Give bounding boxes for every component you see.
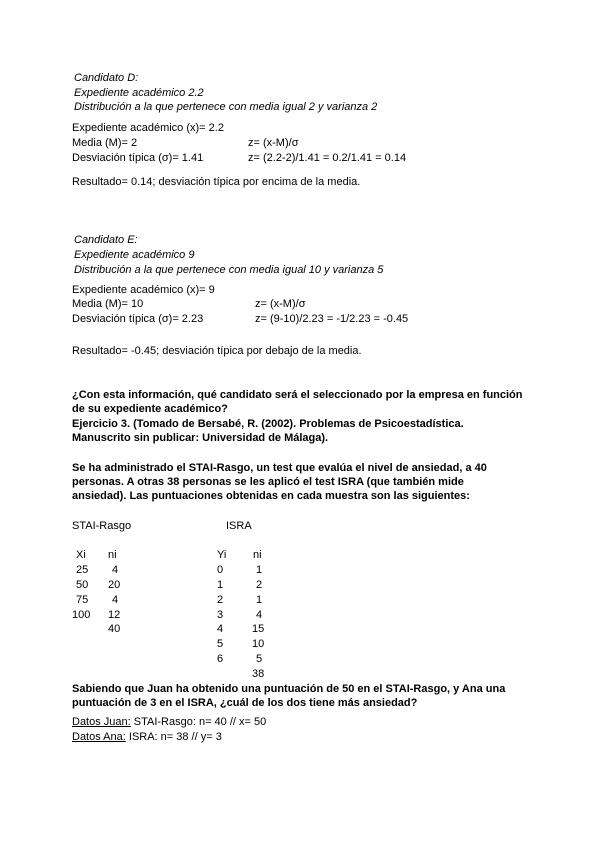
intro-line3: ansiedad). Las puntuaciones obtenidas en cada muestra son las siguientes:: [72, 490, 470, 502]
isra-title: ISRA: [226, 520, 252, 532]
isra-ni: 10: [252, 638, 265, 650]
cand-e-sd: Desviación típica (σ)= 2.23: [72, 313, 204, 325]
datos-juan-label: Datos Juan:: [72, 716, 131, 728]
stai-ni: 20: [108, 579, 121, 591]
isra-yi: 1: [217, 579, 224, 591]
isra-ni: 1: [256, 594, 263, 606]
cand-e-z-formula: z= (x-M)/σ: [255, 298, 306, 310]
stai-header-ni: ni: [108, 549, 117, 561]
stai-xi: 75: [76, 594, 89, 606]
datos-juan-text: STAI-Rasgo: n= 40 // x= 50: [130, 716, 267, 728]
datos-juan: [72, 716, 266, 729]
cand-d-media: Media (M)= 2: [72, 137, 138, 149]
cand-d-sd: Desviación típica (σ)= 1.41: [72, 152, 204, 164]
isra-ni: 2: [256, 579, 263, 591]
stai-title: STAI-Rasgo: [72, 520, 132, 532]
isra-yi: 5: [217, 638, 224, 650]
isra-ni: 5: [256, 653, 263, 665]
isra-yi: 3: [217, 609, 224, 621]
cand-d-exp: Expediente académico 2.2: [74, 87, 204, 99]
question2-line1: Sabiendo que Juan ha obtenido una puntuación de 50 en el STAI-Rasgo, y Ana una: [72, 683, 506, 695]
cand-e-title: Candidato E:: [74, 234, 138, 246]
cand-d-z-calc: z= (2.2-2)/1.41 = 0.2/1.41 = 0.14: [248, 152, 407, 164]
cand-d-result: Resultado= 0.14; desviación típica por encima de la media.: [72, 176, 361, 188]
isra-header-ni: ni: [253, 549, 262, 561]
intro-line2: personas. A otras 38 personas se les aplicó el test ISRA (que también mide: [72, 476, 464, 488]
stai-ni: 12: [108, 609, 121, 621]
isra-yi: 2: [217, 594, 224, 606]
isra-yi: 4: [217, 623, 224, 635]
ejercicio-line1: Ejercicio 3. (Tomado de Bersabé, R. (2002). Problemas de Psicoestadística.: [72, 418, 464, 430]
stai-header-xi: Xi: [76, 549, 86, 561]
question1-line1: ¿Con esta información, qué candidato será el seleccionado por la empresa en función: [72, 389, 523, 401]
cand-e-exp: Expediente académico 9: [74, 249, 195, 261]
stai-xi: 25: [76, 564, 89, 576]
cand-e-x: Expediente académico (x)= 9: [72, 284, 215, 296]
datos-ana-text: ISRA: n= 38 // y= 3: [125, 731, 222, 743]
stai-xi: 50: [76, 579, 89, 591]
datos-ana: [72, 731, 222, 744]
cand-e-media: Media (M)= 10: [72, 298, 144, 310]
cand-e-z-calc: z= (9-10)/2.23 = -1/2.23 = -0.45: [255, 313, 409, 325]
cand-e-dist: Distribución a la que pertenece con media igual 10 y varianza 5: [74, 264, 384, 276]
isra-header-yi: Yi: [217, 549, 227, 561]
question1-line2: de su expediente académico?: [72, 403, 228, 415]
cand-d-dist: Distribución a la que pertenece con media igual 2 y varianza 2: [74, 101, 378, 113]
stai-ni: 4: [112, 564, 119, 576]
ejercicio-line2: Manuscrito sin publicar: Universidad de Málaga).: [72, 432, 329, 444]
stai-xi: 100: [72, 609, 91, 621]
isra-yi: 6: [217, 653, 224, 665]
intro-line1: Se ha administrado el STAI-Rasgo, un test que evalúa el nivel de ansiedad, a 40: [72, 462, 487, 474]
stai-ni-total: 40: [108, 623, 121, 635]
isra-yi: 0: [217, 564, 224, 576]
question2-line2: puntuación de 3 en el ISRA, ¿cuál de los dos tiene más ansiedad?: [72, 697, 418, 709]
stai-ni: 4: [112, 594, 119, 606]
cand-d-x: Expediente académico (x)= 2.2: [72, 122, 224, 134]
isra-ni: 4: [256, 609, 263, 621]
isra-ni: 1: [256, 564, 263, 576]
datos-ana-label: Datos Ana:: [72, 731, 126, 743]
cand-d-z-formula: z= (x-M)/σ: [248, 137, 299, 149]
cand-d-title: Candidato D:: [74, 72, 139, 84]
isra-ni: 15: [252, 623, 265, 635]
isra-ni-total: 38: [252, 668, 265, 680]
cand-e-result: Resultado= -0.45; desviación típica por debajo de la media.: [72, 345, 362, 357]
